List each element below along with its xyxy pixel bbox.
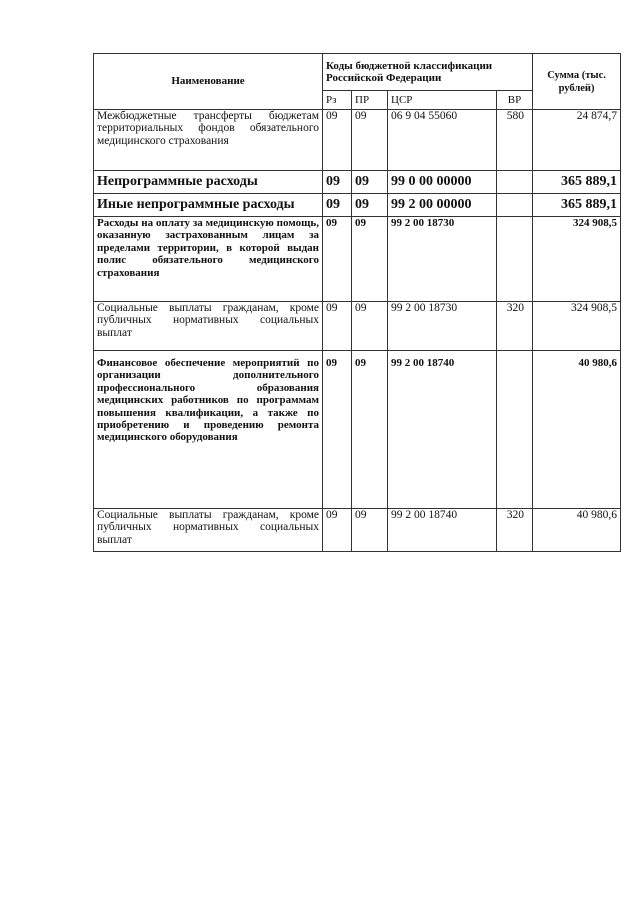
row-name: Социальные выплаты гражданам, кроме публичных нормативных социальных выплат xyxy=(94,302,323,351)
row-sum: 324 908,5 xyxy=(533,302,621,351)
table-row xyxy=(94,351,621,509)
row-pr: 09 xyxy=(352,217,388,302)
row-pr: 09 xyxy=(352,302,388,351)
row-name: Расходы на оплату за медицинскую помощь, оказанную застрахованным лицам за пределами территории, в которой выдан полис обязательного медицинского страхования xyxy=(94,217,323,302)
row-sum: 40 980,6 xyxy=(533,509,621,552)
row-csr: 99 2 00 00000 xyxy=(388,194,497,217)
row-vr: 580 xyxy=(497,110,533,171)
row-sum: 324 908,5 xyxy=(533,217,621,302)
header-codes: Коды бюджетной классификации Российской Федерации xyxy=(323,54,533,91)
row-csr: 99 0 00 00000 xyxy=(388,171,497,194)
row-csr: 99 2 00 18740 xyxy=(388,509,497,552)
row-csr: 99 2 00 18730 xyxy=(388,302,497,351)
row-vr: 320 xyxy=(497,509,533,552)
row-pr: 09 xyxy=(352,351,388,509)
row-vr xyxy=(497,351,533,509)
row-rz: 09 xyxy=(323,194,352,217)
row-csr: 99 2 00 18740 xyxy=(388,351,497,509)
header-csr: ЦСР xyxy=(388,91,497,110)
row-pr: 09 xyxy=(352,509,388,552)
row-rz: 09 xyxy=(323,351,352,509)
table-row xyxy=(94,302,621,351)
row-csr: 06 9 04 55060 xyxy=(388,110,497,171)
table-row xyxy=(94,217,621,302)
header-pr: ПР xyxy=(352,91,388,110)
row-rz: 09 xyxy=(323,110,352,171)
row-name: Иные непрограммные расходы xyxy=(94,194,323,217)
budget-table xyxy=(93,53,621,552)
header-rz: Рз xyxy=(323,91,352,110)
row-csr: 99 2 00 18730 xyxy=(388,217,497,302)
row-rz: 09 xyxy=(323,302,352,351)
header-row xyxy=(94,54,621,91)
row-rz: 09 xyxy=(323,217,352,302)
row-rz: 09 xyxy=(323,509,352,552)
row-name: Межбюджетные трансферты бюджетам территориальных фондов обязательного медицинского страхования xyxy=(94,110,323,171)
row-sum: 365 889,1 xyxy=(533,171,621,194)
row-vr xyxy=(497,194,533,217)
table-row xyxy=(94,110,621,171)
row-pr: 09 xyxy=(352,171,388,194)
row-vr xyxy=(497,217,533,302)
row-vr: 320 xyxy=(497,302,533,351)
row-pr: 09 xyxy=(352,194,388,217)
table-row xyxy=(94,171,621,194)
row-sum: 40 980,6 xyxy=(533,351,621,509)
table-row xyxy=(94,509,621,552)
row-pr: 09 xyxy=(352,110,388,171)
header-sum: Сумма (тыс. рублей) xyxy=(533,54,621,110)
row-rz: 09 xyxy=(323,171,352,194)
row-name: Непрограммные расходы xyxy=(94,171,323,194)
row-sum: 24 874,7 xyxy=(533,110,621,171)
row-sum: 365 889,1 xyxy=(533,194,621,217)
header-vr: ВР xyxy=(497,91,533,110)
row-vr xyxy=(497,171,533,194)
row-name: Социальные выплаты гражданам, кроме публичных нормативных социальных выплат xyxy=(94,509,323,552)
header-name: Наименование xyxy=(94,54,323,110)
row-name: Финансовое обеспечение мероприятий по организации дополнительного профессионального образования медицинских работников по программам повышения квалификации, а также по приобретению и проведению ремонта медицинского оборудования xyxy=(94,351,323,509)
table-row xyxy=(94,194,621,217)
